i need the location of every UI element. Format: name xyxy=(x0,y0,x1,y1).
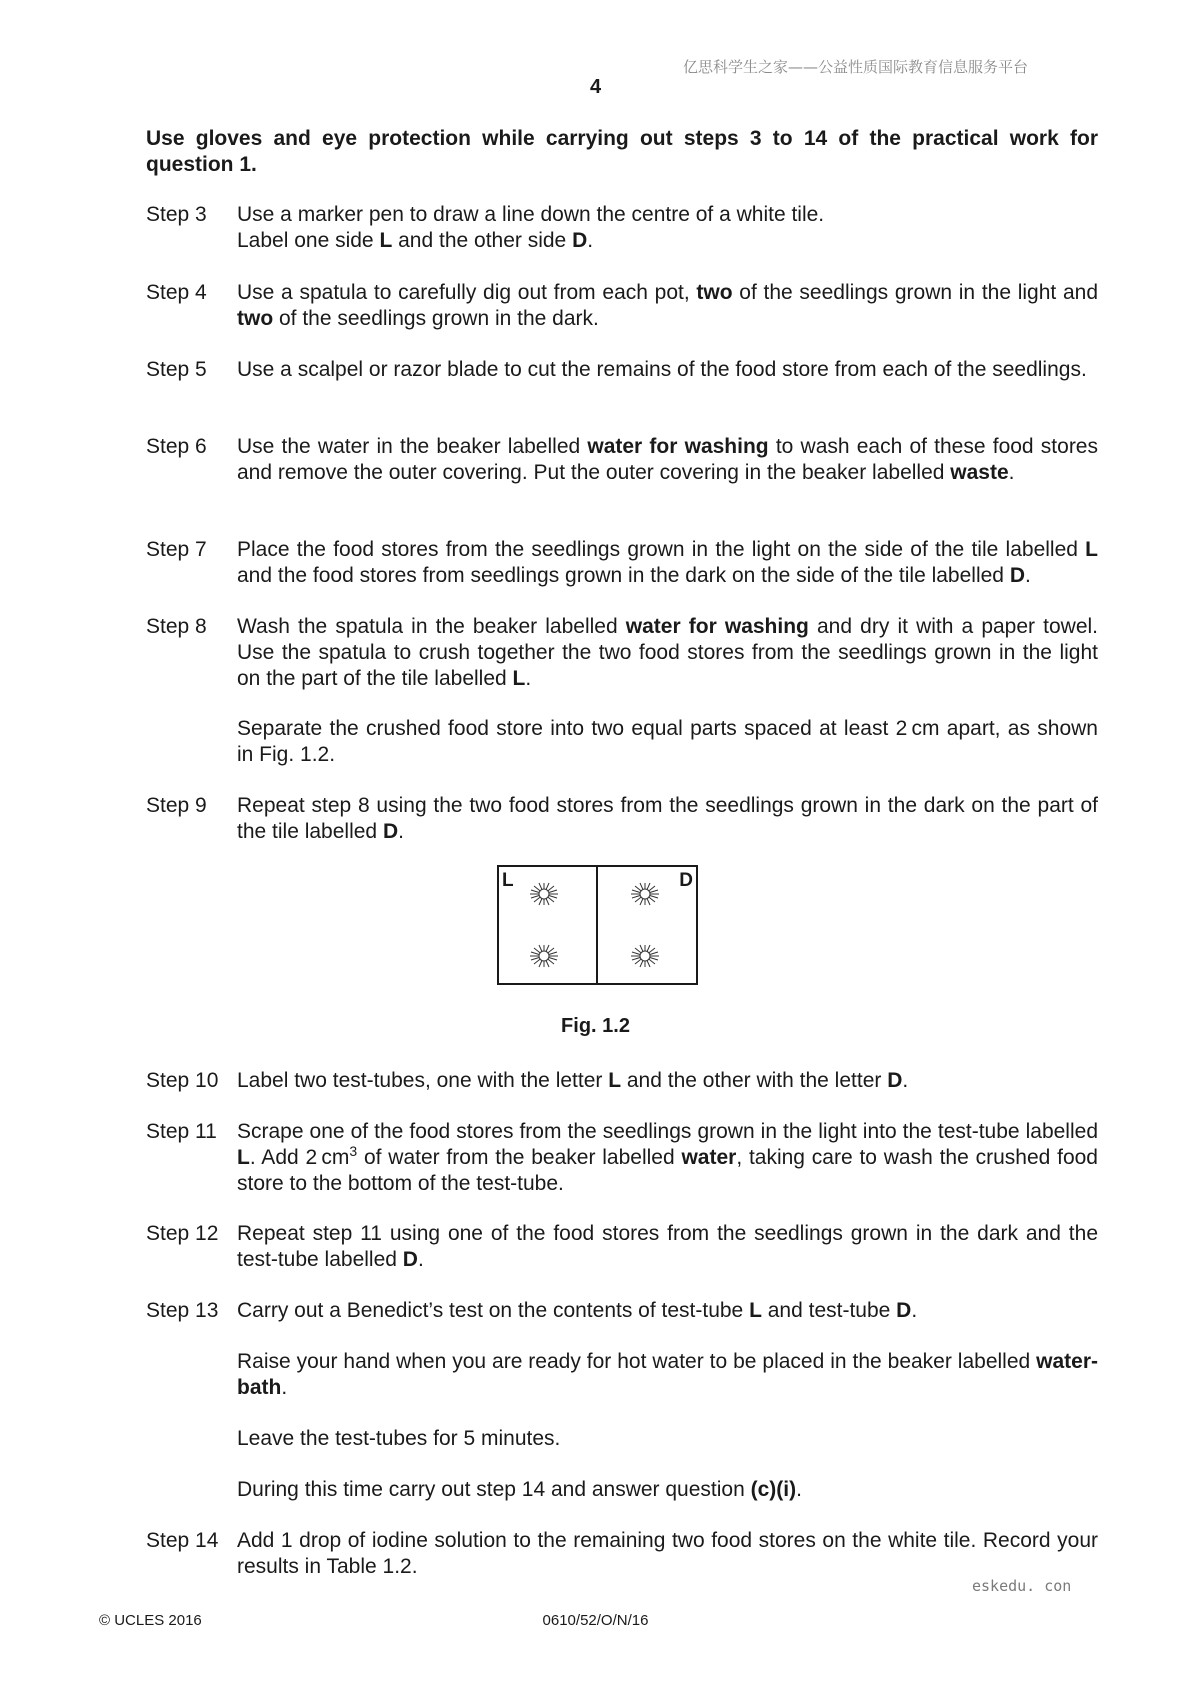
step-13-text-4: During this time carry out step 14 and answer question (c)(i). xyxy=(237,1478,802,1501)
crushed-food-store-d-bottom xyxy=(631,945,659,967)
step-3-label: Step 3 xyxy=(146,203,207,226)
step-4-text: Use a spatula to carefully dig out from each pot, two of the seedlings grown in the light and two of the seedlings grown in the dark. xyxy=(237,281,1099,330)
page-number: 4 xyxy=(589,76,602,98)
safety-instruction: Use gloves and eye protection while carrying out steps 3 to 14 of the practical work for question 1. xyxy=(146,127,1098,176)
step-6-label: Step 6 xyxy=(146,435,207,458)
copyright: © UCLES 2016 xyxy=(99,1612,202,1629)
step-11-label: Step 11 xyxy=(146,1120,217,1143)
step-14-text: Add 1 drop of iodine solution to the remaining two food stores on the white tile. Record your results in Table 1.2. xyxy=(237,1529,1098,1578)
step-8-text: Wash the spatula in the beaker labelled water for washing and dry it with a paper towel. Use the spatula to crush together the two food stores from the seedlings grown in the light on the part of the tile labelled L. xyxy=(237,615,1099,690)
step-13-text: Carry out a Benedict’s test on the contents of test-tube L and test-tube D. xyxy=(237,1299,918,1322)
tile-figure xyxy=(497,865,701,987)
step-6-text: Use the water in the beaker labelled water for washing to wash each of these food stores and remove the outer covering. Put the outer covering in the beaker labelled waste. xyxy=(237,435,1098,484)
step-3-text: Use a marker pen to draw a line down the centre of a white tile. Label one side L and the other side D. xyxy=(237,203,825,252)
tile-label-d: D xyxy=(679,870,693,891)
step-13-text-2: Raise your hand when you are ready for hot water to be placed in the beaker labelled water-bath. xyxy=(237,1350,1098,1399)
step-8-label: Step 8 xyxy=(146,615,207,638)
step-12-label: Step 12 xyxy=(146,1222,219,1245)
step-5-text: Use a scalpel or razor blade to cut the remains of the food store from each of the seedlings. xyxy=(237,358,1087,381)
step-13-text-3: Leave the test-tubes for 5 minutes. xyxy=(237,1427,561,1450)
footer-watermark: eskedu. con xyxy=(972,1577,1072,1595)
step-7-label: Step 7 xyxy=(146,538,207,561)
paper-code: 0610/52/O/N/16 xyxy=(542,1612,649,1629)
crushed-food-store-d-top xyxy=(631,883,659,905)
step-10-text: Label two test-tubes, one with the letter L and the other with the letter D. xyxy=(237,1069,909,1092)
crushed-food-store-l-bottom xyxy=(530,945,558,967)
step-9-text: Repeat step 8 using the two food stores from the seedlings grown in the dark on the part of the tile labelled D. xyxy=(237,794,1098,843)
step-8-text-2: Separate the crushed food store into two equal parts spaced at least 2 cm apart, as shown in Fig. 1.2. xyxy=(237,717,1098,766)
step-9-label: Step 9 xyxy=(146,794,207,817)
step-5-label: Step 5 xyxy=(146,358,207,381)
header-watermark: 亿思科学生之家——公益性质国际教育信息服务平台 xyxy=(683,58,1029,76)
step-7-text: Place the food stores from the seedlings grown in the light on the side of the tile labelled L and the food stores from seedlings grown in the dark on the side of the tile labelled D. xyxy=(237,538,1098,587)
crushed-food-store-l-top xyxy=(530,883,558,905)
step-12-text: Repeat step 11 using one of the food stores from the seedlings grown in the dark and the test-tube labelled D. xyxy=(237,1222,1098,1271)
step-4-label: Step 4 xyxy=(146,281,207,304)
step-10-label: Step 10 xyxy=(146,1069,219,1092)
step-11-text: Scrape one of the food stores from the seedlings grown in the light into the test-tube labelled L. Add 2 $cm^3$ of water from the beaker labelled water, taking care to wash the crushed food store to the bottom of the test-tube. xyxy=(237,1120,1098,1195)
step-13-label: Step 13 xyxy=(146,1299,219,1322)
tile-label-l: L xyxy=(502,870,514,891)
figure-caption: Fig. 1.2 xyxy=(561,1015,630,1037)
step-14-label: Step 14 xyxy=(146,1529,219,1552)
